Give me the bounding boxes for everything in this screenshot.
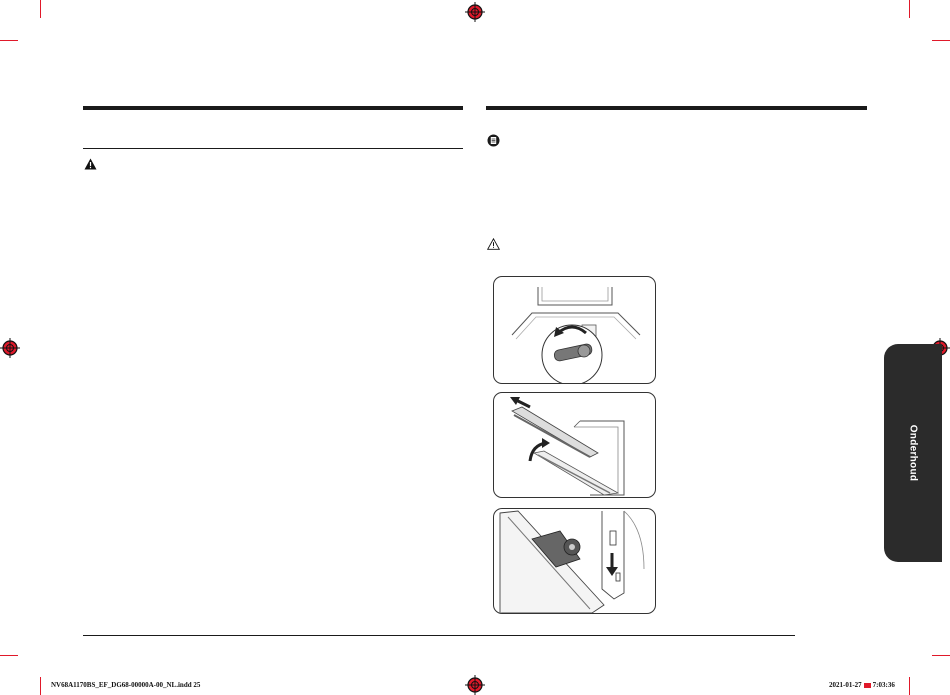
caution-icon <box>487 238 500 250</box>
crop-mark <box>909 677 910 695</box>
warning-icon <box>84 158 97 170</box>
registration-mark-icon <box>465 675 485 695</box>
chapter-tab <box>884 344 942 562</box>
print-time: 7:03:36 <box>872 681 895 689</box>
registration-mark-icon <box>465 2 485 22</box>
crop-mark <box>0 655 18 656</box>
registration-mark-icon <box>0 338 20 358</box>
section-rule-left <box>83 106 463 110</box>
crop-mark <box>40 677 41 695</box>
file-name: NV68A1170BS_EF_DG68-00000A-00_NL.indd 25 <box>51 681 201 689</box>
note-icon <box>487 134 500 147</box>
figure-hinge-lever <box>493 276 656 384</box>
hinge-detail-illustration <box>494 509 655 613</box>
figure-door-removal <box>493 392 656 498</box>
footer-timestamp <box>829 681 895 689</box>
chapter-tab-label: Onderhoud <box>907 424 919 482</box>
footer-file-label <box>51 681 200 689</box>
figure-hinge-detail <box>493 508 656 614</box>
crop-mark <box>0 40 18 41</box>
door-removal-illustration <box>494 393 655 497</box>
crop-mark <box>932 655 950 656</box>
crop-mark <box>909 0 910 18</box>
print-date: 2021-01-27 <box>829 681 862 689</box>
hinge-lever-illustration <box>494 277 655 383</box>
time-marker <box>864 683 871 688</box>
crop-mark <box>40 0 41 18</box>
crop-mark <box>932 40 950 41</box>
subsection-rule-left <box>83 148 463 149</box>
footer-rule <box>83 635 795 636</box>
section-rule-right <box>486 106 867 110</box>
